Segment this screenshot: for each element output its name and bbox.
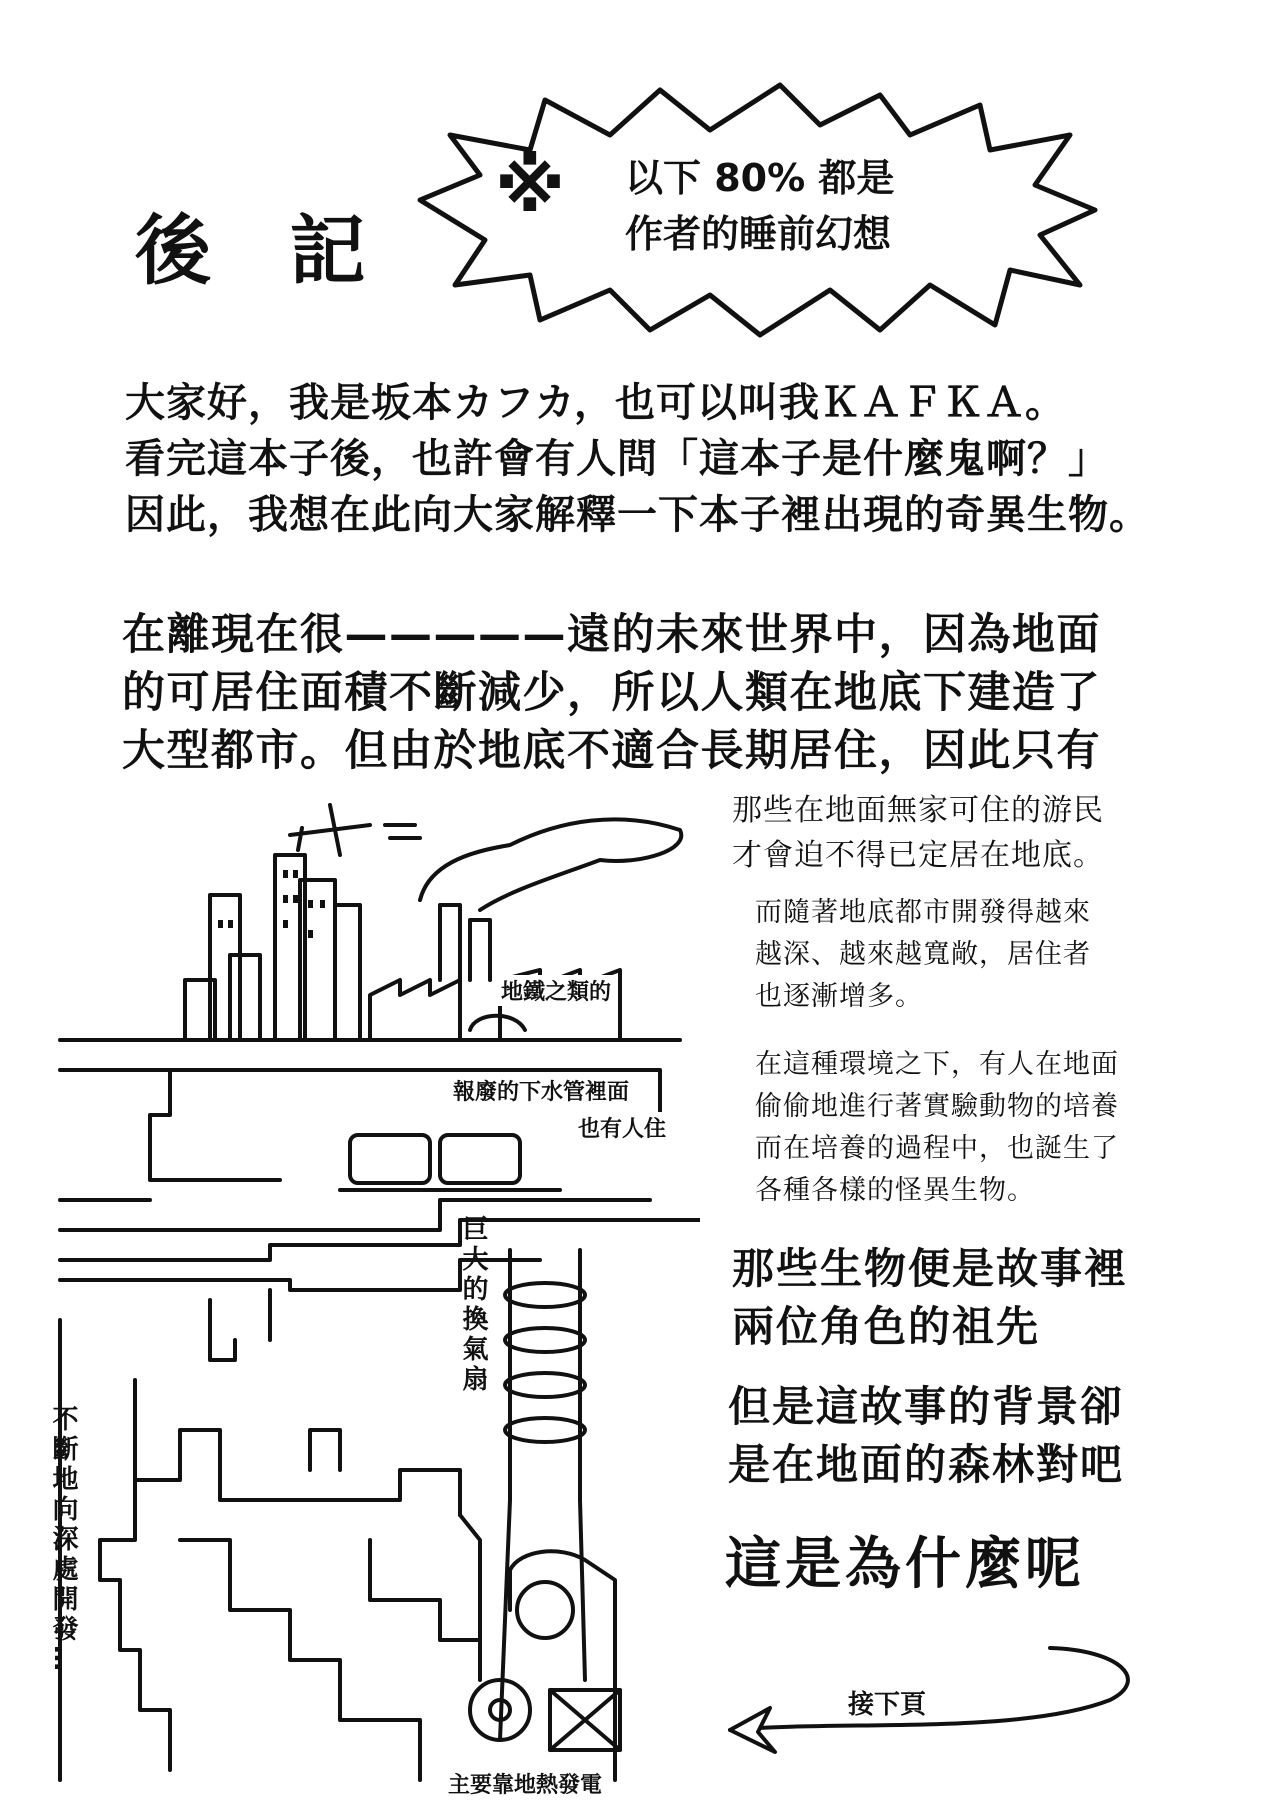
- side-text-2: [755, 892, 1091, 1018]
- asterisk-note-icon: ※: [495, 144, 565, 228]
- side-text-3: [755, 1044, 1119, 1212]
- sewer-label-1: 報廢的下水管裡面: [450, 1075, 632, 1106]
- sewer-label-2: 也有人住: [575, 1112, 669, 1143]
- story-paragraph: [122, 606, 1101, 780]
- story-line: 的可居住面積不斷減少，所以人類在地底下建造了: [122, 668, 1101, 718]
- big-line: 但是這故事的背景卻: [728, 1382, 1125, 1431]
- intro-line: 大家好，我是坂本カフカ，也可以叫我ＫＡＦＫＡ。: [125, 380, 1066, 426]
- geothermal-label: 主要靠地熱發電: [445, 1768, 605, 1799]
- deeper-label: 不斷地向深處開發…: [48, 1405, 78, 1675]
- side-line: 各種各樣的怪異生物。: [755, 1175, 1035, 1206]
- subway-label: 地鐵之類的: [498, 975, 614, 1006]
- big-line: 兩位角色的祖先: [732, 1302, 1041, 1351]
- next-page-arrow-icon: [720, 1640, 1140, 1760]
- side-line: 在這種環境之下，有人在地面: [755, 1049, 1119, 1080]
- intro-paragraph: [125, 375, 1150, 543]
- side-line: 才會迫不得已定居在地底。: [732, 838, 1104, 873]
- next-page-label: 接下頁: [848, 1690, 927, 1720]
- big-line: 是在地面的森林對吧: [728, 1440, 1125, 1489]
- side-line: 偷偷地進行著實驗動物的培養: [755, 1091, 1119, 1122]
- note-line: 以下 80% 都是: [625, 156, 895, 200]
- side-line: 那些在地面無家可住的游民: [732, 793, 1104, 828]
- intro-line: 因此，我想在此向大家解釋一下本子裡出現的奇異生物。: [125, 492, 1150, 538]
- side-text-1: [732, 788, 1104, 878]
- note-line: 作者的睡前幻想: [625, 212, 892, 256]
- big-question: 這是為什麼呢: [725, 1532, 1085, 1597]
- side-line: 而隨著地底都市開發得越來: [755, 897, 1091, 928]
- story-line: 大型都市。但由於地底不適合長期居住，因此只有: [122, 726, 1101, 776]
- page-title: 後 記: [135, 206, 392, 295]
- underground-city-illustration: [40, 780, 700, 1790]
- disclaimer-note: [625, 150, 894, 262]
- side-line: 越深、越來越寬敞，居住者: [755, 939, 1091, 970]
- big-line: 那些生物便是故事裡: [732, 1244, 1129, 1293]
- big-text-2: [728, 1378, 1124, 1494]
- intro-line: 看完這本子後，也許會有人問「這本子是什麼鬼啊？」: [125, 436, 1109, 482]
- big-text-1: [732, 1240, 1128, 1356]
- story-line: 在離現在很—————遠的未來世界中，因為地面: [122, 610, 1101, 660]
- fan-label: 巨大的換氣扇: [458, 1215, 488, 1395]
- side-line: 也逐漸增多。: [755, 981, 923, 1012]
- side-line: 而在培養的過程中，也誕生了: [755, 1133, 1119, 1164]
